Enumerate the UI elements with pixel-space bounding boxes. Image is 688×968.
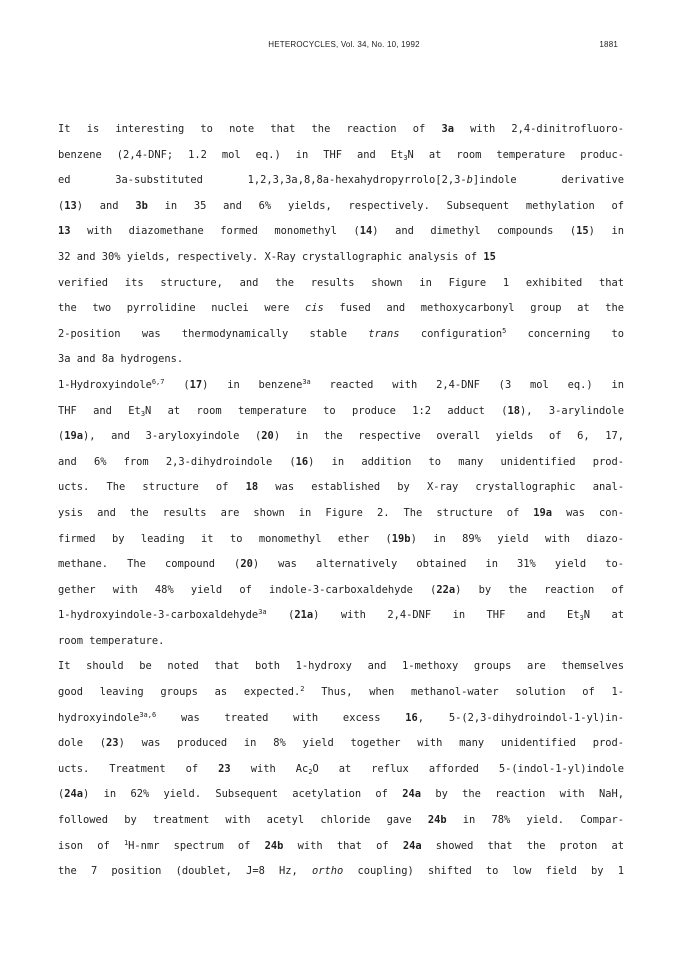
text-run: ) was produced in 8% yield together with many unidentified prod- bbox=[118, 737, 624, 750]
text-run: in 78% yield. Compar- bbox=[446, 814, 624, 827]
text-run: H-nmr spectrum of bbox=[128, 839, 265, 852]
text-run: ) in 62% yield. Subsequent acetylation of bbox=[83, 788, 403, 801]
text-run: 2-position was thermodynamically stable bbox=[58, 327, 369, 340]
text-run: ) and dimethyl compounds ( bbox=[372, 225, 577, 238]
text-run: ) with 2,4-DNF in THF and Et bbox=[313, 609, 580, 622]
compound-number: 23 bbox=[218, 762, 231, 775]
text-run: with that of bbox=[283, 839, 403, 852]
text-run: and 6% from 2,3-dihydroindole ( bbox=[58, 455, 296, 468]
compound-number: 24a bbox=[402, 839, 422, 852]
text-run: ison of bbox=[58, 839, 124, 852]
text-line bbox=[58, 757, 624, 783]
compound-number: 20 bbox=[240, 558, 253, 571]
superscript: 6,7 bbox=[151, 377, 165, 386]
text-run: 32 and 30% yields, respectively. X-Ray crystallographic analysis of bbox=[58, 250, 484, 263]
text-run: firmed by leading it to monomethyl ether ( bbox=[58, 532, 392, 545]
text-run: ( bbox=[58, 788, 65, 801]
text-line bbox=[58, 629, 624, 655]
text-run: ), and 3-aryloxyindole ( bbox=[83, 430, 262, 443]
superscript: 5 bbox=[502, 326, 507, 335]
text-run: dole ( bbox=[58, 737, 107, 750]
compound-number: 21a bbox=[294, 609, 314, 622]
superscript: 3a bbox=[258, 608, 267, 617]
compound-number: 24b bbox=[427, 814, 447, 827]
text-line bbox=[58, 296, 624, 322]
italic-term: cis bbox=[305, 302, 324, 315]
italic-term: b bbox=[466, 174, 473, 187]
text-run: verified its structure, and the results shown in Figure 1 exhibited that bbox=[58, 276, 624, 289]
compound-number: 24a bbox=[402, 788, 422, 801]
compound-number: 16 bbox=[295, 455, 309, 468]
text-run: ucts. The structure of bbox=[58, 481, 246, 494]
compound-number: 3b bbox=[135, 199, 148, 212]
text-run: benzene (2,4-DNF; 1.2 mol eq.) in THF and Et bbox=[58, 148, 404, 161]
text-run: 3a and 8a hydrogens. bbox=[58, 353, 184, 366]
text-run: ) in the respective overall yields of 6, 17, bbox=[273, 430, 624, 443]
text-run: reacted with 2,4-DNF (3 mol eq.) in bbox=[310, 378, 624, 391]
compound-number: 13 bbox=[58, 225, 71, 238]
text-line bbox=[58, 731, 624, 757]
text-run: N at bbox=[583, 609, 624, 622]
body-text bbox=[58, 117, 624, 885]
compound-number: 24a bbox=[64, 788, 84, 801]
superscript: 3a bbox=[302, 377, 311, 386]
text-run: ysis and the results are shown in Figure 2. The structure of bbox=[58, 506, 534, 519]
italic-term: ortho bbox=[312, 865, 344, 878]
text-line bbox=[58, 782, 624, 808]
text-run: Thus, when methanol-water solution of 1- bbox=[304, 686, 625, 699]
text-line bbox=[58, 475, 624, 501]
text-run: 1-Hydroxyindole bbox=[58, 378, 152, 391]
text-line bbox=[58, 219, 624, 245]
text-run: ( bbox=[58, 199, 65, 212]
text-line bbox=[58, 706, 624, 732]
text-line bbox=[58, 654, 624, 680]
text-line bbox=[58, 271, 624, 297]
text-run: ( bbox=[58, 430, 65, 443]
text-run: was established by X-ray crystallographic anal- bbox=[258, 481, 624, 494]
compound-number: 3a bbox=[441, 123, 454, 135]
text-line bbox=[58, 399, 624, 425]
text-line bbox=[58, 168, 624, 194]
superscript: 3a,6 bbox=[139, 710, 157, 719]
compound-number: 19a bbox=[533, 506, 553, 519]
text-line bbox=[58, 143, 624, 169]
text-run: in 35 and 6% yields, respectively. Subsequent methylation of bbox=[147, 199, 624, 212]
text-run: followed by treatment with acetyl chloride gave bbox=[58, 814, 428, 827]
text-line bbox=[58, 347, 624, 373]
text-run: It should be noted that both 1-hydroxy and 1-methoxy groups are themselves bbox=[58, 660, 624, 673]
text-run: configuration bbox=[399, 327, 503, 340]
text-line bbox=[58, 322, 624, 348]
text-run: was treated with excess bbox=[156, 711, 406, 724]
text-run: the two pyrrolidine nuclei were bbox=[58, 302, 306, 315]
text-run: O at reflux afforded 5-(indol-1-yl)indole bbox=[312, 762, 625, 775]
subscript: 3 bbox=[579, 614, 584, 623]
text-run: hydroxyindole bbox=[58, 711, 140, 724]
text-run: 1-hydroxyindole-3-carboxaldehyde bbox=[58, 609, 259, 622]
text-run: with diazomethane formed monomethyl ( bbox=[70, 225, 360, 238]
text-run: ) in addition to many unidentified prod- bbox=[308, 455, 624, 468]
text-run: ) by the reaction of bbox=[455, 583, 624, 596]
text-run: ed 3a-substituted 1,2,3,3a,8,8a-hexahydropyrrolo[2,3- bbox=[58, 174, 467, 187]
text-run: ) was alternatively obtained in 31% yield to- bbox=[252, 558, 624, 571]
text-line bbox=[58, 578, 624, 604]
text-run: ) in bbox=[588, 225, 624, 238]
text-run: coupling) shifted to low field by 1 bbox=[343, 865, 624, 878]
text-run: good leaving groups as expected. bbox=[58, 686, 301, 699]
text-run: concerning to bbox=[506, 327, 624, 340]
compound-number: 15 bbox=[576, 225, 589, 238]
text-line bbox=[58, 808, 624, 834]
running-title: HETEROCYCLES, Vol. 34, No. 10, 1992 bbox=[268, 40, 420, 49]
text-run: THF and Et bbox=[58, 404, 141, 417]
compound-number: 18 bbox=[245, 481, 259, 494]
page-header bbox=[0, 40, 688, 56]
compound-number: 13 bbox=[64, 199, 77, 212]
text-run: It is interesting to note that the reaction of bbox=[58, 123, 442, 135]
compound-number: 19a bbox=[64, 430, 84, 443]
text-line bbox=[58, 117, 624, 143]
text-run: ]indole derivative bbox=[472, 174, 624, 187]
text-run: with 2,4-dinitrofluoro- bbox=[453, 123, 624, 135]
superscript: 1 bbox=[123, 838, 129, 847]
text-line bbox=[58, 424, 624, 450]
text-line bbox=[58, 527, 624, 553]
text-run: ( bbox=[164, 378, 190, 391]
text-line bbox=[58, 501, 624, 527]
text-line bbox=[58, 680, 624, 706]
italic-term: trans bbox=[368, 327, 400, 340]
text-line bbox=[58, 834, 624, 860]
text-run: , 5-(2,3-dihydroindol-1-yl)in- bbox=[417, 711, 624, 724]
text-run: with Ac bbox=[230, 762, 309, 775]
compound-number: 20 bbox=[261, 430, 274, 443]
superscript: 2 bbox=[300, 685, 305, 694]
text-run: room temperature. bbox=[58, 634, 165, 647]
compound-number: 14 bbox=[359, 225, 373, 238]
compound-number: 16 bbox=[405, 711, 418, 724]
compound-number: 18 bbox=[507, 404, 521, 417]
text-run: N at room temperature produc- bbox=[407, 148, 624, 161]
text-run: ( bbox=[266, 609, 295, 622]
text-line bbox=[58, 603, 624, 629]
subscript: 3 bbox=[140, 409, 146, 418]
compound-number: 19b bbox=[391, 532, 411, 545]
text-line bbox=[58, 245, 624, 271]
text-run: ) in 89% yield with diazo- bbox=[410, 532, 624, 545]
compound-number: 15 bbox=[483, 250, 496, 263]
text-line bbox=[58, 859, 624, 885]
compound-number: 17 bbox=[189, 378, 203, 391]
page-number: 1881 bbox=[599, 40, 618, 49]
text-line bbox=[58, 552, 624, 578]
compound-number: 22a bbox=[436, 583, 456, 596]
text-run: by the reaction with NaH, bbox=[421, 788, 624, 801]
text-line bbox=[58, 450, 624, 476]
compound-number: 24b bbox=[264, 839, 284, 852]
text-run: fused and methoxycarbonyl group at the bbox=[323, 302, 624, 315]
text-run: showed that the proton at bbox=[421, 839, 624, 852]
text-run: ) and bbox=[76, 199, 136, 212]
text-run: ) in benzene bbox=[202, 378, 303, 391]
text-run: the 7 position (doublet, J=8 Hz, bbox=[58, 865, 312, 878]
text-run: gether with 48% yield of indole-3-carboxaldehyde ( bbox=[58, 583, 437, 596]
text-run: ), 3-arylindole bbox=[520, 404, 624, 417]
compound-number: 23 bbox=[106, 737, 119, 750]
text-line bbox=[58, 194, 624, 220]
text-run: was con- bbox=[552, 506, 624, 519]
subscript: 3 bbox=[403, 153, 408, 162]
text-run: N at room temperature to produce 1:2 adduct ( bbox=[145, 404, 508, 417]
text-run: ucts. Treatment of bbox=[58, 762, 219, 775]
subscript: 2 bbox=[308, 767, 313, 776]
text-run: methane. The compound ( bbox=[58, 558, 241, 571]
text-line bbox=[58, 373, 624, 399]
